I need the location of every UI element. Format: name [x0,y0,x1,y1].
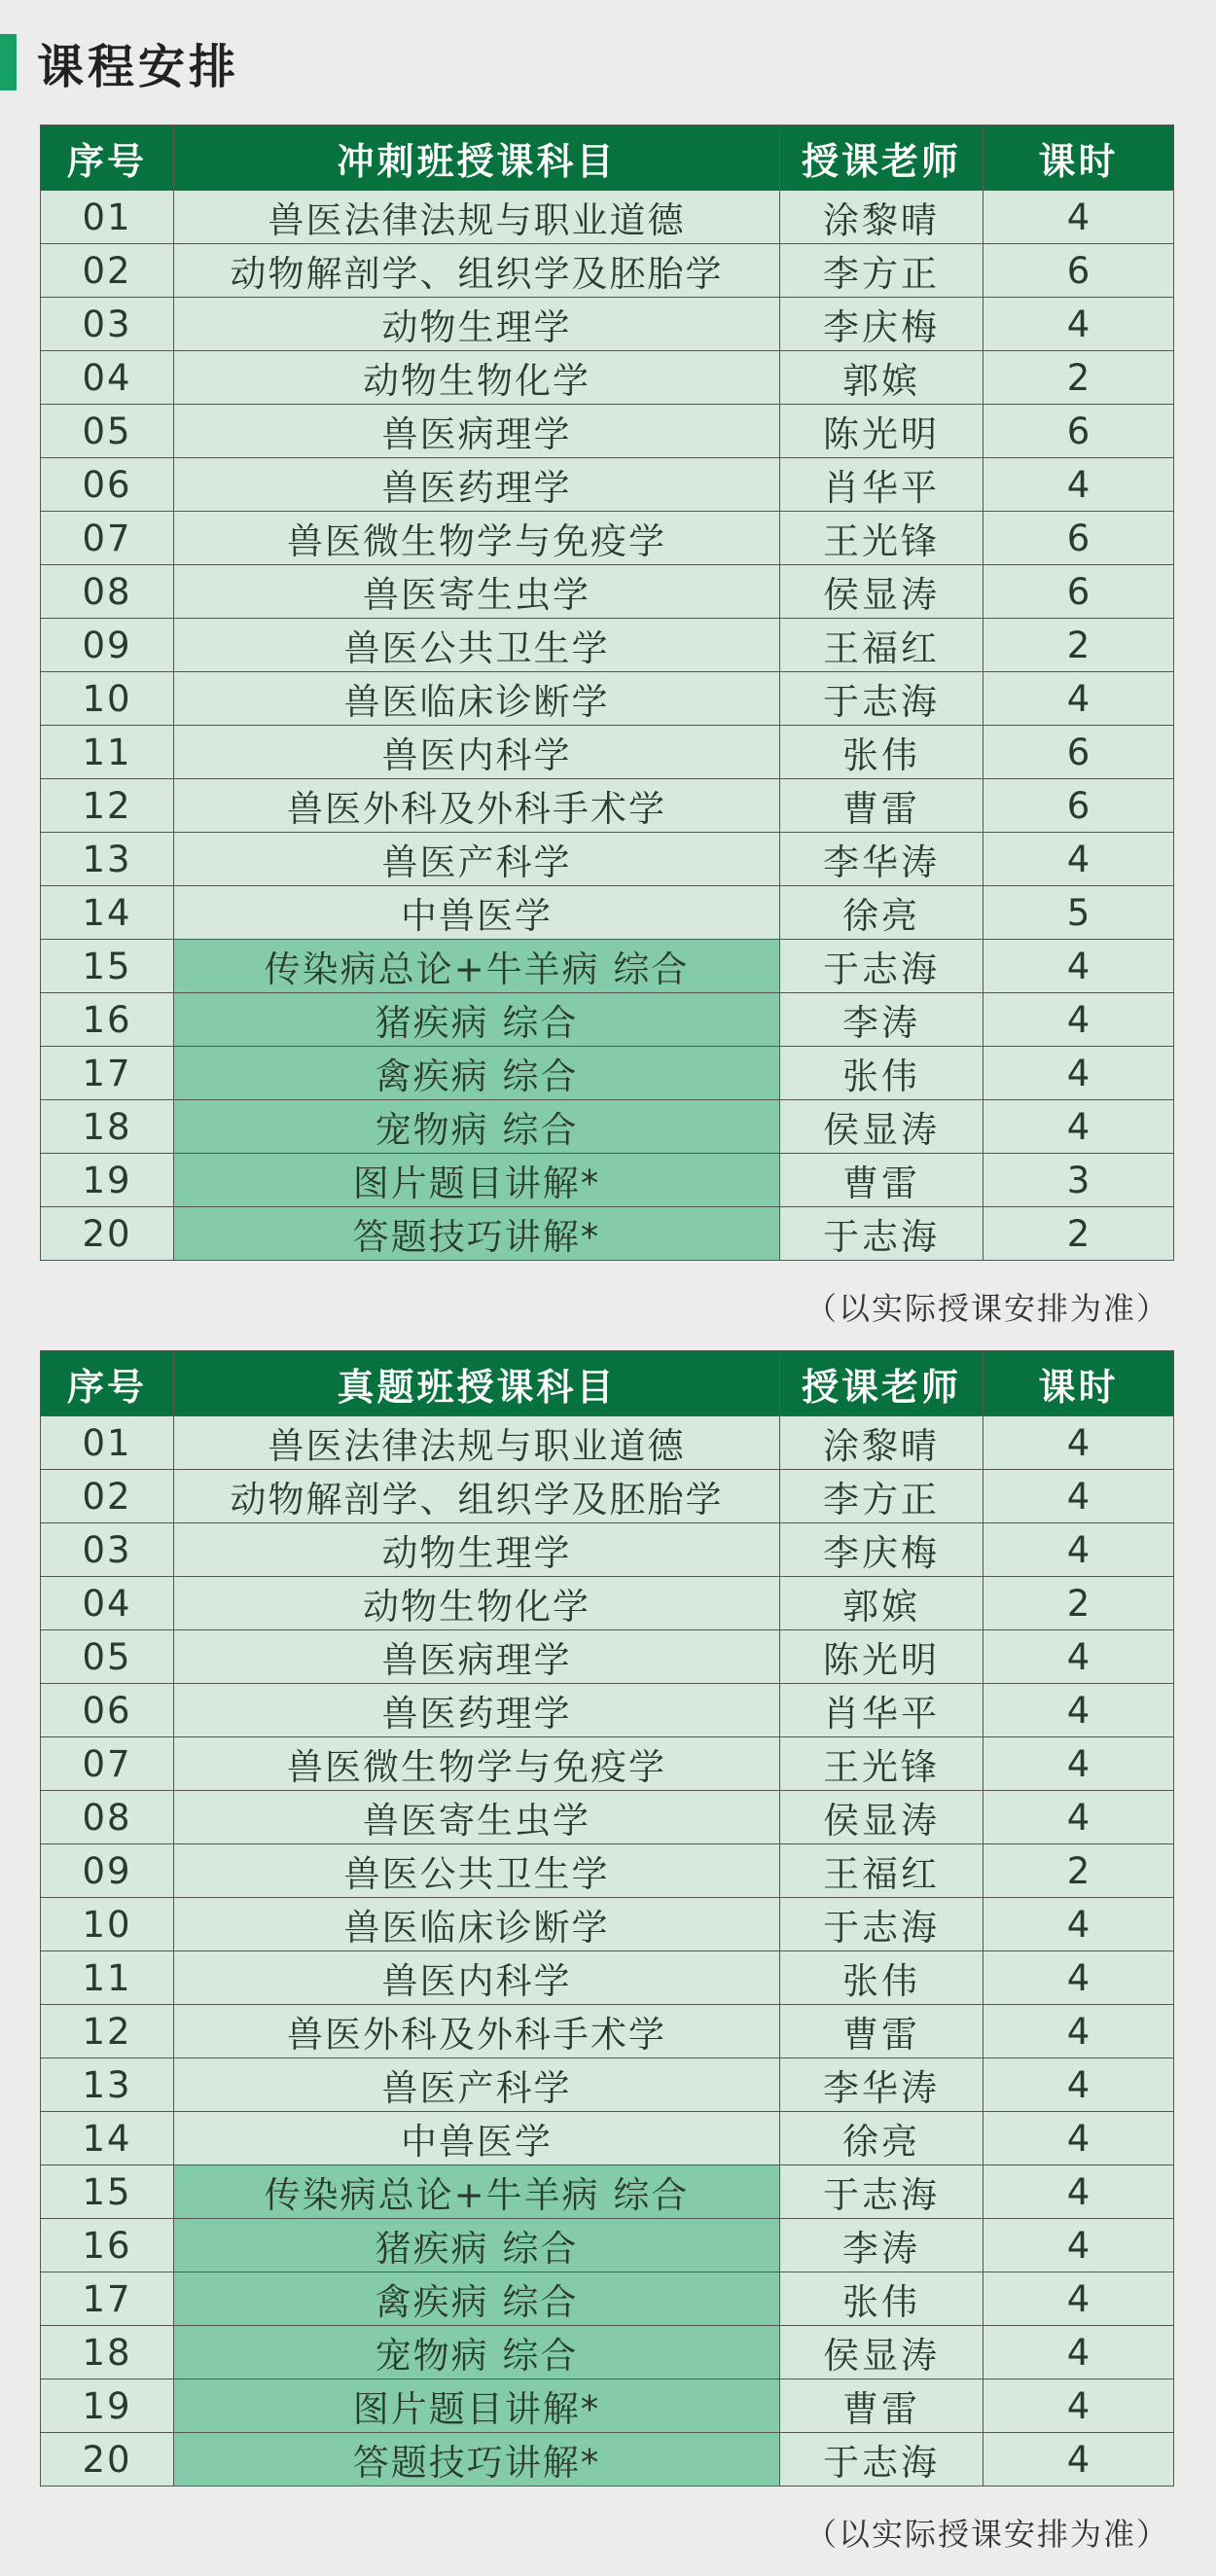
row-subject: 猪疾病 综合 [174,2219,780,2272]
table-row [41,458,1174,512]
row-teacher: 王光锋 [780,512,984,565]
row-subject: 动物生理学 [174,298,780,351]
row-hours: 4 [984,458,1174,512]
row-teacher: 李庆梅 [780,298,984,351]
row-number: 16 [41,993,174,1047]
row-number: 09 [41,619,174,672]
row-number: 11 [41,726,174,779]
row-subject: 禽疾病 综合 [174,1047,780,1100]
row-hours: 4 [984,833,1174,886]
row-number: 17 [41,2272,174,2326]
row-teacher: 侯显涛 [780,1791,984,1844]
row-teacher: 徐亮 [780,886,984,940]
sprint-class-table [40,125,1174,1261]
row-teacher: 于志海 [780,672,984,726]
table-row [41,244,1174,298]
row-hours: 4 [984,2165,1174,2219]
row-subject: 兽医药理学 [174,1684,780,1737]
table-row [41,1684,1174,1737]
header-no: 序号 [41,1351,174,1416]
row-hours: 6 [984,779,1174,833]
table-row [41,779,1174,833]
row-subject: 兽医病理学 [174,1630,780,1684]
row-hours: 4 [984,2058,1174,2112]
row-number: 12 [41,779,174,833]
row-subject: 动物解剖学、组织学及胚胎学 [174,1470,780,1523]
row-hours: 4 [984,298,1174,351]
row-teacher: 郭嫔 [780,1577,984,1630]
schedule-note: （以实际授课安排为准） [805,2516,1169,2553]
row-subject: 兽医病理学 [174,405,780,458]
row-number: 11 [41,1951,174,2005]
row-teacher: 李涛 [780,993,984,1047]
row-teacher: 王福红 [780,1844,984,1898]
row-number: 10 [41,672,174,726]
row-hours: 6 [984,565,1174,619]
row-number: 05 [41,1630,174,1684]
row-hours: 4 [984,1416,1174,1470]
row-teacher: 曹雷 [780,779,984,833]
row-subject: 兽医产科学 [174,833,780,886]
row-teacher: 张伟 [780,726,984,779]
row-hours: 2 [984,1844,1174,1898]
header-teacher: 授课老师 [780,1351,984,1416]
row-number: 05 [41,405,174,458]
table-row [41,940,1174,993]
row-hours: 6 [984,244,1174,298]
table-row [41,2112,1174,2165]
row-number: 08 [41,1791,174,1844]
row-number: 18 [41,2326,174,2379]
past-exam-class-table [40,1350,1174,2487]
table-row [41,2165,1174,2219]
header-hours: 课时 [984,1351,1174,1416]
row-subject: 兽医内科学 [174,726,780,779]
table-row [41,833,1174,886]
header-teacher: 授课老师 [780,125,984,191]
row-number: 07 [41,1737,174,1791]
row-hours: 2 [984,1207,1174,1261]
row-teacher: 于志海 [780,1207,984,1261]
row-teacher: 李庆梅 [780,1523,984,1577]
row-number: 12 [41,2005,174,2058]
table-row [41,1100,1174,1154]
row-number: 20 [41,1207,174,1261]
row-number: 04 [41,1577,174,1630]
row-teacher: 张伟 [780,1047,984,1100]
row-teacher: 于志海 [780,1898,984,1951]
row-hours: 4 [984,2326,1174,2379]
row-teacher: 涂黎晴 [780,1416,984,1470]
row-teacher: 曹雷 [780,2379,984,2433]
heading-accent-bar [0,34,17,90]
table-row [41,2058,1174,2112]
row-subject: 动物解剖学、组织学及胚胎学 [174,244,780,298]
row-number: 13 [41,833,174,886]
row-number: 15 [41,2165,174,2219]
row-hours: 6 [984,405,1174,458]
table-row [41,2005,1174,2058]
table-row [41,619,1174,672]
past-exam-class-table-body [41,1416,1174,2487]
row-number: 01 [41,1416,174,1470]
row-subject: 禽疾病 综合 [174,2272,780,2326]
row-subject: 中兽医学 [174,2112,780,2165]
row-hours: 6 [984,726,1174,779]
table-row [41,1207,1174,1261]
table-row [41,2433,1174,2487]
row-hours: 4 [984,1047,1174,1100]
table-row [41,1951,1174,2005]
row-subject: 兽医法律法规与职业道德 [174,1416,780,1470]
section-heading [0,27,239,97]
row-hours: 4 [984,940,1174,993]
row-hours: 4 [984,1898,1174,1951]
row-hours: 4 [984,2005,1174,2058]
table-row [41,1844,1174,1898]
header-subject: 冲刺班授课科目 [174,125,780,191]
row-teacher: 张伟 [780,1951,984,2005]
row-subject: 猪疾病 综合 [174,993,780,1047]
header-hours: 课时 [984,125,1174,191]
row-subject: 答题技巧讲解* [174,1207,780,1261]
header-no: 序号 [41,125,174,191]
row-number: 01 [41,191,174,244]
row-hours: 4 [984,1737,1174,1791]
table-row [41,2379,1174,2433]
row-number: 06 [41,458,174,512]
table-row [41,351,1174,405]
table-row [41,191,1174,244]
row-hours: 2 [984,1577,1174,1630]
row-subject: 兽医外科及外科手术学 [174,779,780,833]
table-row [41,405,1174,458]
row-subject: 兽医产科学 [174,2058,780,2112]
table-row [41,1416,1174,1470]
row-number: 09 [41,1844,174,1898]
row-subject: 中兽医学 [174,886,780,940]
row-teacher: 侯显涛 [780,2326,984,2379]
row-hours: 4 [984,993,1174,1047]
table-row [41,298,1174,351]
row-teacher: 肖华平 [780,458,984,512]
row-hours: 4 [984,2219,1174,2272]
row-teacher: 王福红 [780,619,984,672]
row-teacher: 郭嫔 [780,351,984,405]
row-teacher: 曹雷 [780,1154,984,1207]
table-row [41,2272,1174,2326]
table-row [41,993,1174,1047]
table-row [41,1523,1174,1577]
row-hours: 4 [984,2433,1174,2487]
table-row [41,1577,1174,1630]
row-subject: 兽医临床诊断学 [174,672,780,726]
header-subject: 真题班授课科目 [174,1351,780,1416]
row-teacher: 李方正 [780,1470,984,1523]
row-teacher: 王光锋 [780,1737,984,1791]
table-row [41,886,1174,940]
table-row [41,512,1174,565]
table-row [41,1470,1174,1523]
row-number: 03 [41,1523,174,1577]
row-subject: 兽医寄生虫学 [174,1791,780,1844]
sprint-class-table-body [41,191,1174,1261]
row-subject: 图片题目讲解* [174,1154,780,1207]
row-number: 15 [41,940,174,993]
row-subject: 兽医法律法规与职业道德 [174,191,780,244]
row-number: 08 [41,565,174,619]
row-teacher: 李华涛 [780,833,984,886]
row-hours: 2 [984,619,1174,672]
row-subject: 传染病总论+牛羊病 综合 [174,940,780,993]
table-row [41,726,1174,779]
row-teacher: 侯显涛 [780,1100,984,1154]
row-subject: 兽医寄生虫学 [174,565,780,619]
table-row [41,1630,1174,1684]
row-subject: 兽医微生物学与免疫学 [174,512,780,565]
table-header-row [41,125,1174,191]
row-number: 18 [41,1100,174,1154]
table-row [41,1898,1174,1951]
row-teacher: 于志海 [780,940,984,993]
row-number: 16 [41,2219,174,2272]
schedule-note: （以实际授课安排为准） [805,1290,1169,1327]
row-subject: 兽医公共卫生学 [174,619,780,672]
row-teacher: 李方正 [780,244,984,298]
row-hours: 4 [984,1100,1174,1154]
page-title: 课程安排 [37,39,240,94]
table-row [41,1791,1174,1844]
row-subject: 答题技巧讲解* [174,2433,780,2487]
row-hours: 4 [984,2272,1174,2326]
table-row [41,2219,1174,2272]
row-number: 19 [41,2379,174,2433]
row-subject: 传染病总论+牛羊病 综合 [174,2165,780,2219]
table-row [41,565,1174,619]
row-teacher: 侯显涛 [780,565,984,619]
row-subject: 宠物病 综合 [174,2326,780,2379]
row-teacher: 曹雷 [780,2005,984,2058]
row-subject: 兽医公共卫生学 [174,1844,780,1898]
row-number: 13 [41,2058,174,2112]
table-row [41,672,1174,726]
table-row [41,2326,1174,2379]
row-subject: 图片题目讲解* [174,2379,780,2433]
row-teacher: 张伟 [780,2272,984,2326]
row-hours: 4 [984,2112,1174,2165]
row-hours: 4 [984,1630,1174,1684]
row-hours: 4 [984,2379,1174,2433]
row-number: 10 [41,1898,174,1951]
row-teacher: 于志海 [780,2433,984,2487]
row-number: 17 [41,1047,174,1100]
row-hours: 2 [984,351,1174,405]
row-number: 04 [41,351,174,405]
row-teacher: 陈光明 [780,1630,984,1684]
row-teacher: 肖华平 [780,1684,984,1737]
row-subject: 兽医内科学 [174,1951,780,2005]
row-number: 03 [41,298,174,351]
table-row [41,1737,1174,1791]
table-row [41,1154,1174,1207]
row-number: 19 [41,1154,174,1207]
row-number: 14 [41,2112,174,2165]
row-hours: 4 [984,672,1174,726]
row-number: 20 [41,2433,174,2487]
row-subject: 动物生物化学 [174,351,780,405]
row-number: 07 [41,512,174,565]
row-hours: 4 [984,1523,1174,1577]
row-hours: 3 [984,1154,1174,1207]
row-hours: 6 [984,512,1174,565]
row-number: 02 [41,244,174,298]
row-hours: 4 [984,1470,1174,1523]
row-teacher: 李涛 [780,2219,984,2272]
row-subject: 兽医临床诊断学 [174,1898,780,1951]
row-number: 06 [41,1684,174,1737]
table-row [41,1047,1174,1100]
row-hours: 4 [984,1684,1174,1737]
row-hours: 5 [984,886,1174,940]
row-teacher: 徐亮 [780,2112,984,2165]
row-teacher: 李华涛 [780,2058,984,2112]
row-subject: 宠物病 综合 [174,1100,780,1154]
row-number: 14 [41,886,174,940]
row-hours: 4 [984,1951,1174,2005]
row-teacher: 于志海 [780,2165,984,2219]
row-hours: 4 [984,191,1174,244]
row-subject: 动物生物化学 [174,1577,780,1630]
row-hours: 4 [984,1791,1174,1844]
row-teacher: 陈光明 [780,405,984,458]
row-number: 02 [41,1470,174,1523]
table-header-row [41,1351,1174,1416]
row-subject: 兽医外科及外科手术学 [174,2005,780,2058]
row-teacher: 涂黎晴 [780,191,984,244]
row-subject: 兽医微生物学与免疫学 [174,1737,780,1791]
row-subject: 动物生理学 [174,1523,780,1577]
row-subject: 兽医药理学 [174,458,780,512]
